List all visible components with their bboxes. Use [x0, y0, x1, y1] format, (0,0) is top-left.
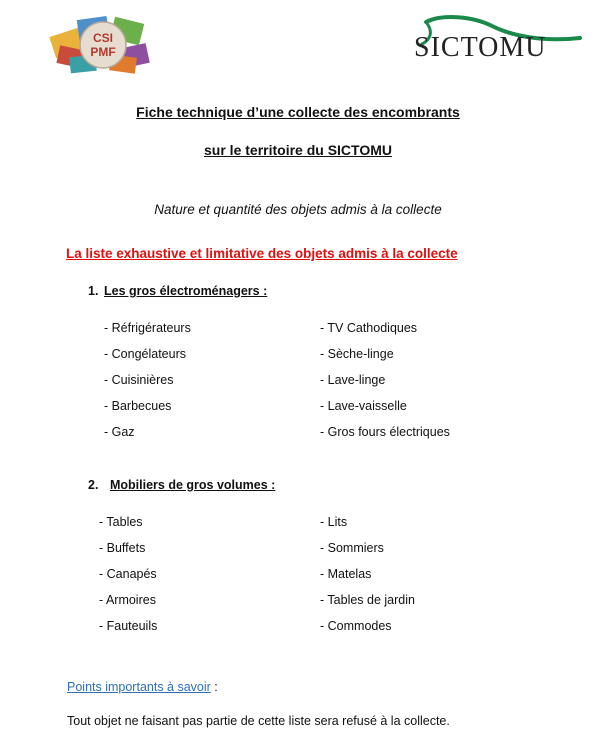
list-item: - Sommiers	[320, 541, 384, 555]
sictomu-text: SICTOMU	[414, 32, 547, 62]
title-line-2: sur le territoire du SICTOMU	[204, 142, 392, 158]
list-item: - Fauteuils	[99, 619, 158, 633]
list-item: - Gaz	[104, 425, 135, 439]
csi-pmf-logo	[48, 14, 158, 76]
title-line-1: Fiche technique d’une collecte des encombrants	[136, 104, 460, 120]
section-2-title: Mobiliers de gros volumes :	[110, 478, 276, 492]
list-item: - Barbecues	[104, 399, 172, 413]
sictomu-logo-graphic	[412, 12, 582, 62]
list-item: - Matelas	[320, 567, 372, 581]
list-item: - Canapés	[99, 567, 157, 581]
list-item: - Armoires	[99, 593, 156, 607]
list-item: - Gros fours électriques	[320, 425, 450, 439]
list-item: - Lave-linge	[320, 373, 386, 387]
subtitle: Nature et quantité des objets admis à la collecte	[154, 202, 442, 217]
list-item: - Tables de jardin	[320, 593, 415, 607]
refusal-note: Tout objet ne faisant pas partie de cette liste sera refusé à la collecte.	[67, 714, 450, 728]
list-item: - Sèche-linge	[320, 347, 394, 361]
section-1-title: Les gros électroménagers :	[104, 284, 268, 298]
list-item: - Lave-vaisselle	[320, 399, 407, 413]
section-2-number: 2.	[88, 478, 99, 492]
csi-pmf-logo-graphic	[48, 14, 158, 76]
important-points	[67, 680, 218, 694]
csi-text: CSI	[92, 31, 114, 45]
section-1-number: 1.	[88, 284, 99, 298]
list-heading: La liste exhaustive et limitative des objets admis à la collecte	[66, 246, 458, 261]
pmf-text: PMF	[90, 45, 116, 59]
list-item: - Réfrigérateurs	[104, 321, 191, 335]
list-item: - Tables	[99, 515, 143, 529]
list-item: - Lits	[320, 515, 348, 529]
list-item: - Cuisinières	[104, 373, 174, 387]
section-1-heading	[88, 284, 267, 298]
list-item: - Buffets	[99, 541, 146, 555]
sictomu-logo	[412, 12, 582, 62]
list-item: - Commodes	[320, 619, 392, 633]
important-points-colon: :	[210, 680, 218, 694]
list-item: - TV Cathodiques	[320, 321, 418, 335]
section-2-heading	[88, 478, 275, 492]
list-item: - Congélateurs	[104, 347, 186, 361]
important-points-link[interactable]: Points importants à savoir	[67, 680, 211, 694]
